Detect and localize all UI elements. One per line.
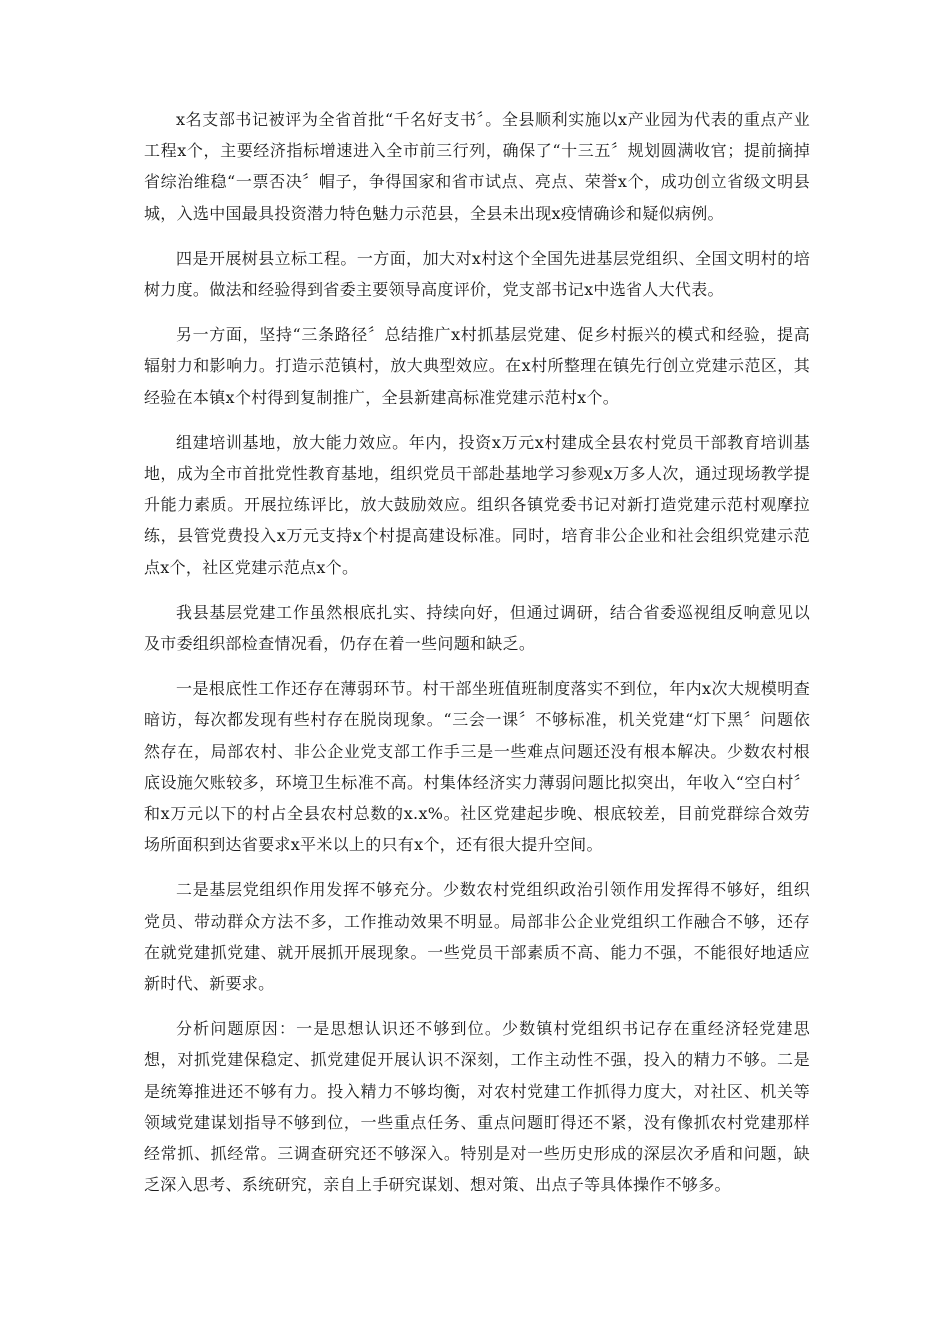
document-body bbox=[144, 104, 810, 1215]
paragraph-8: 分析问题原因：一是思想认识还不够到位。少数镇村党组织书记存在重经济轻党建思想，对抓党建保稳定、抓党建促开展认识不深刻，工作主动性不强，投入的精力不够。二是是统筹推进还不够有力。投入精力不够均衡，对农村党建工作抓得力度大，对社区、机关等领域党建谋划指导不够到位，一些重点任务、重点问题盯得还不紧，没有像抓农村党建那样经常抓、抓经常。三调查研究还不够深入。特别是对一些历史形成的深层次矛盾和问题，缺乏深入思考、系统研究，亲自上手研究谋划、想对策、出点子等具体操作不够多。 bbox=[144, 1019, 810, 1195]
paragraph-5: 我县基层党建工作虽然根底扎实、持续向好，但通过调研，结合省委巡视组反响意见以及市委组织部检查情况看，仍存在着一些问题和缺乏。 bbox=[144, 602, 810, 654]
paragraph-6: 一是根底性工作还存在薄弱环节。村干部坐班值班制度落实不到位，年内x次大规模明查暗访，每次都发现有些村存在脱岗现象。“三会一课〞不够标准，机关党建“灯下黑〞问题依然存在，局部农村、非公企业党支部工作手三是一些难点问题还没有根本解决。少数农村根底设施欠账较多，环境卫生标准不高。村集体经济实力薄弱问题比拟突出，年收入“空白村〞和x万元以下的村占全县农村总数的x.x%。社区党建起步晚、根底较差，目前党群综合效劳场所面积到达省要求x平米以上的只有x个，还有很大提升空间。 bbox=[144, 679, 810, 855]
paragraph-7: 二是基层党组织作用发挥不够充分。少数农村党组织政治引领作用发挥得不够好，组织党员、带动群众方法不多，工作推动效果不明显。局部非公企业党组织工作融合不够，还存在就党建抓党建、就开展抓开展现象。一些党员干部素质不高、能力不强，不能很好地适应新时代、新要求。 bbox=[144, 880, 810, 994]
paragraph-4: 组建培训基地，放大能力效应。年内，投资x万元x村建成全县农村党员干部教育培训基地，成为全市首批党性教育基地，组织党员干部赴基地学习参观x万多人次，通过现场教学提升能力素质。开展拉练评比，放大鼓励效应。组织各镇党委书记对新打造党建示范村观摩拉练，县管党费投入x万元支持x个村提高建设标准。同时，培育非公企业和社会组织党建示范点x个，社区党建示范点x个。 bbox=[144, 432, 810, 577]
paragraph-1: x名支部书记被评为全省首批“千名好支书〞。全县顺利实施以x产业园为代表的重点产业工程x个，主要经济指标增速进入全市前三行列，确保了“十三五〞规划圆满收官；提前摘掉省综治维稳“一票否决〞帽子，争得国家和省市试点、亮点、荣誉x个，成功创立省级文明县城，入选中国最具投资潜力特色魅力示范县，全县未出现x疫情确诊和疑似病例。 bbox=[144, 110, 810, 223]
paragraph-2: 四是开展树县立标工程。一方面，加大对x村这个全国先进基层党组织、全国文明村的培树力度。做法和经验得到省委主要领导高度评价，党支部书记x中选省人大代表。 bbox=[144, 248, 810, 300]
paragraph-3: 另一方面，坚持“三条路径〞总结推广x村抓基层党建、促乡村振兴的模式和经验，提高辐射力和影响力。打造示范镇村，放大典型效应。在x村所整理在镇先行创立党建示范区，其经验在本镇x个村得到复制推广，全县新建高标准党建示范村x个。 bbox=[144, 325, 810, 407]
